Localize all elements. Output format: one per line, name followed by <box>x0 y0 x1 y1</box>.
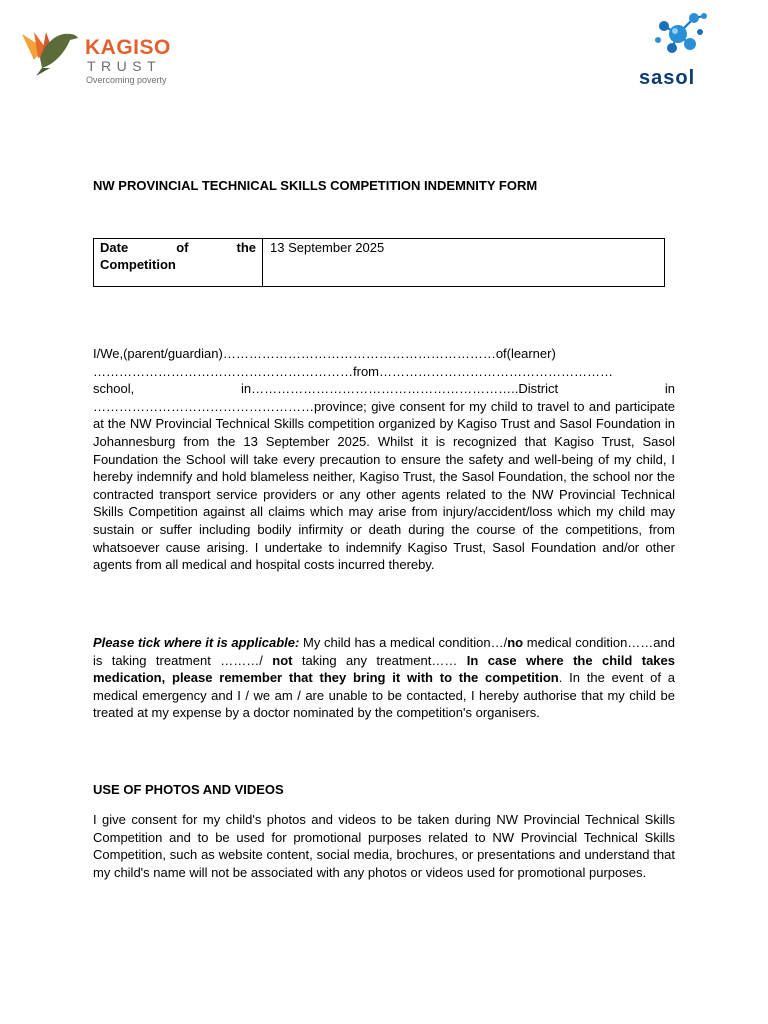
medical-text-4: . In the event of a medical emergency and I / we am / are unable to be contacted, I hereby authorise that my child be treated at my expense by a doctor nominated by the competition's organisers. <box>93 670 675 721</box>
date-label-line1 <box>100 240 256 256</box>
kagiso-logo-tagline: Overcoming poverty <box>86 75 167 85</box>
competition-date-table <box>93 238 665 287</box>
medical-condition-paragraph <box>93 634 675 722</box>
consent-line-learner: ……………………………………………………from……………………………………………… <box>93 363 613 379</box>
treatment-not-option: not <box>272 652 293 668</box>
medical-text-1: My child has a medical condition…/ <box>299 635 508 650</box>
sasol-logo-name: sasol <box>639 67 696 89</box>
label-word: the <box>236 240 256 255</box>
consent-line-parent: I/We,(parent/guardian)………………………………………………………of(learner) <box>93 346 556 361</box>
competition-date-value: 13 September 2025 <box>270 240 385 255</box>
medical-text-2: medical condition……and is taking treatment ………/ <box>93 635 675 668</box>
kagiso-trust-logo <box>20 20 195 90</box>
consent-paragraph <box>93 345 675 574</box>
date-label-line2: Competition <box>100 257 176 272</box>
kagiso-logo-name: KAGISO <box>85 36 171 59</box>
tick-instruction: Please tick where it is applicable: <box>93 635 300 650</box>
date-label-cell <box>94 239 263 286</box>
medication-warning: In case where the child takes medication, please remember that they bring it with to the competition <box>93 652 675 686</box>
sasol-logo <box>628 0 732 94</box>
photos-consent-paragraph <box>93 811 675 881</box>
photos-consent-text: I give consent for my child's photos and videos to be taken during NW Provincial Technical Skills Competition and to be used for promotional purposes related to NW Provincial Technical Skills Competition, such as website content, social media, brochures, or presentations and understand that my child's name will not be associated with any photos or videos used for promotional purposes. <box>93 812 675 880</box>
label-word: Date <box>100 240 129 255</box>
consent-body: ……………………………………………province; give consent for my child to travel to and participate at the NW Provincial Technical Skills competition organized by Kagiso Trust and Sasol Foundation in Johannesburg from the 13 September 2025. Whilst it is recognized that Kagiso Trust, Sasol Foundation the School will take every precaution to ensure the safety and well-being of my child, I hereby indemnify and hold blameless neither, Kagiso Trust, the Sasol Foundation, the school nor the contracted transport service providers or any other agents related to the NW Provincial Technical Skills Competition against all claims which may arise from injury/accident/loss which my child may sustain or suffer including bodily infirmity or death during the course of the competitions, from whatsoever cause arising. I undertake to indemnify Kagiso Trust, Sasol Foundation and/or other agents from all medical and hospital costs incurred thereby. <box>93 398 675 573</box>
medical-no-option: no <box>507 635 524 650</box>
medical-text-3: taking any treatment…… <box>292 652 467 668</box>
kagiso-logo-trust: TRUST <box>87 58 162 74</box>
sasol-molecule-icon <box>628 0 732 66</box>
form-title: NW PROVINCIAL TECHNICAL SKILLS COMPETITION INDEMNITY FORM <box>93 178 538 193</box>
kagiso-bird-icon <box>20 24 82 80</box>
photos-section-heading: USE OF PHOTOS AND VIDEOS <box>93 782 284 797</box>
consent-line-school: school, in……………………………………………………..District in <box>93 381 675 397</box>
medical-paragraph-text <box>93 634 675 722</box>
label-word: of <box>176 240 189 255</box>
